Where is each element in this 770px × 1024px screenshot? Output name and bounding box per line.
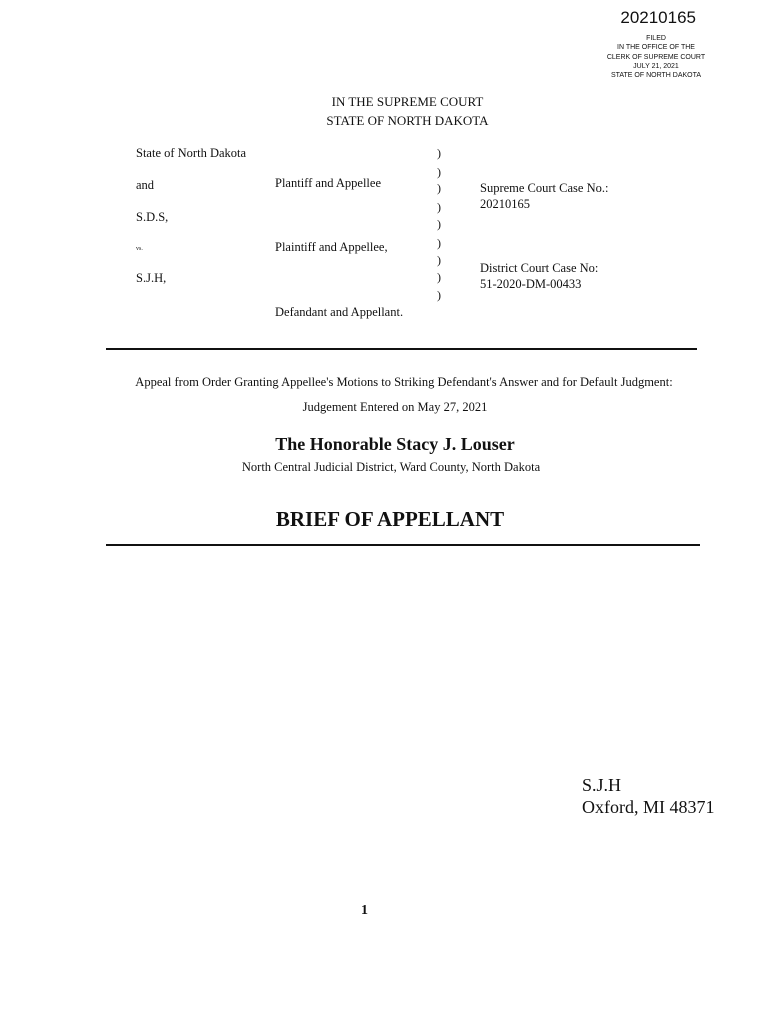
stamp-line: STATE OF NORTH DAKOTA bbox=[610, 72, 702, 80]
appeal-description: Appeal from Order Granting Appellee's Motions to Striking Defendant's Answer and for Default Judgment: bbox=[135, 375, 673, 389]
role-defendant-appellant: Defandant and Appellant. bbox=[275, 305, 404, 319]
stamp-line: CLERK OF SUPREME COURT bbox=[606, 53, 706, 61]
caption-paren: ) bbox=[437, 270, 441, 284]
divider-rule bbox=[106, 348, 697, 350]
court-state: STATE OF NORTH DAKOTA bbox=[326, 113, 489, 128]
caption-paren: ) bbox=[437, 146, 441, 160]
stamp-docket-number: 20210165 bbox=[620, 8, 696, 27]
party-state: State of North Dakota bbox=[136, 146, 247, 160]
filing-stamp bbox=[586, 34, 726, 80]
district-case-label: District Court Case No: bbox=[480, 261, 599, 275]
caption-paren: ) bbox=[437, 253, 441, 267]
caption-paren: ) bbox=[437, 236, 441, 250]
caption-vs: vs. bbox=[136, 246, 143, 252]
author-name: S.J.H bbox=[582, 775, 622, 795]
caption-paren: ) bbox=[437, 200, 441, 214]
document-title: BRIEF OF APPELLANT bbox=[275, 507, 505, 531]
supreme-case-label: Supreme Court Case No.: bbox=[480, 181, 609, 195]
author-address: Oxford, MI 48371 bbox=[582, 797, 715, 817]
party-sjh: S.J.H, bbox=[136, 271, 167, 285]
judicial-district: North Central Judicial District, Ward County, North Dakota bbox=[241, 460, 541, 474]
judge-name: The Honorable Stacy J. Louser bbox=[275, 434, 515, 454]
caption-paren: ) bbox=[437, 288, 441, 302]
caption-paren: ) bbox=[437, 165, 441, 179]
supreme-case-number: 20210165 bbox=[480, 197, 530, 211]
stamp-line: IN THE OFFICE OF THE bbox=[617, 44, 695, 52]
stamp-line: JULY 21, 2021 bbox=[633, 62, 679, 70]
court-name: IN THE SUPREME COURT bbox=[331, 94, 484, 109]
judgement-entered: Judgement Entered on May 27, 2021 bbox=[302, 400, 488, 414]
role-plaintiff-appellee-2: Plaintiff and Appellee, bbox=[275, 240, 388, 254]
district-case-number: 51-2020-DM-00433 bbox=[480, 277, 582, 291]
caption-and: and bbox=[136, 178, 155, 192]
role-plaintiff-appellee-1: Plantiff and Appellee bbox=[275, 176, 381, 190]
caption-paren: ) bbox=[437, 181, 441, 195]
divider-rule bbox=[106, 544, 700, 546]
caption-paren: ) bbox=[437, 217, 441, 231]
page-number: 1 bbox=[361, 903, 368, 918]
stamp-line: FILED bbox=[646, 35, 666, 42]
party-sds: S.D.S, bbox=[136, 210, 169, 224]
